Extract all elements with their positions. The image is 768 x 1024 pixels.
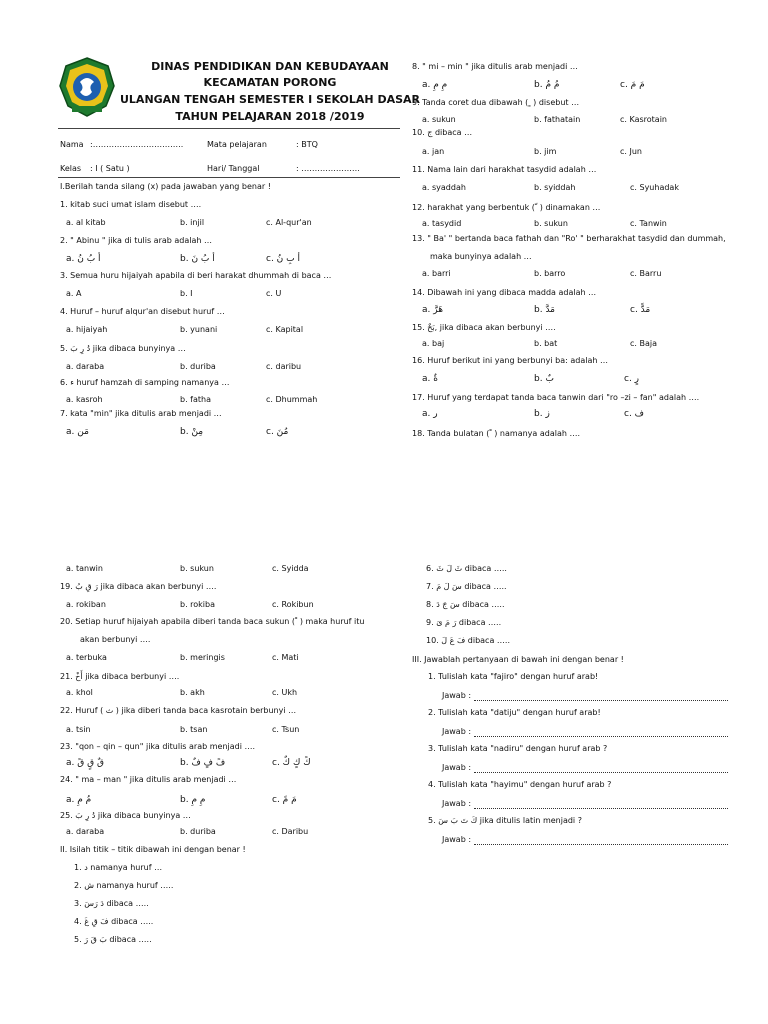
q24-option-c[interactable]: c. مَ مً [272, 795, 297, 805]
q20-option-c[interactable]: c. Mati [272, 653, 299, 662]
hari-field[interactable]: : …………………. [296, 164, 360, 173]
q10-option-b[interactable]: b. jim [534, 147, 557, 156]
s2-item-8: 8. سَ جَ دَ dibaca ….. [426, 600, 505, 609]
q2-option-a[interactable]: a. أ بُ نُ [66, 254, 101, 264]
question-5: 5. دُ رِ بَ jika dibaca bunyinya … [60, 344, 186, 353]
q16-option-c[interactable]: c. رٍ [624, 374, 640, 384]
question-23: 23. "qon – qin – qun" jika ditulis arab menjadi …. [60, 742, 256, 751]
header-rule [58, 128, 400, 129]
q23-option-a[interactable]: a. قٌ قٍ قً [66, 758, 104, 768]
q13-option-b[interactable]: b. barro [534, 269, 566, 278]
q8-option-a[interactable]: a. مِ مِ [422, 80, 448, 90]
q2-option-c[interactable]: c. أ بِ نُ [266, 254, 300, 264]
q12-option-a[interactable]: a. tasydid [422, 219, 462, 228]
s3-jawab-1-label: Jawab : [442, 691, 472, 700]
q5-option-a[interactable]: a. daraba [66, 362, 105, 371]
s3-jawab-4-field[interactable] [474, 808, 728, 809]
question-2: 2. " Abinu " jika di tulis arab adalah … [60, 236, 213, 245]
s3-question-3: 3. Tulislah kata "nadiru" dengan huruf arab ? [428, 744, 608, 753]
q11-option-c[interactable]: c. Syuhadak [630, 183, 679, 192]
q12-option-c[interactable]: c. Tanwin [630, 219, 667, 228]
question-10: 10. ج dibaca … [412, 128, 473, 137]
question-16: 16. Huruf berikut ini yang berbunyi ba: adalah … [412, 356, 608, 365]
q13-option-c[interactable]: c. Barru [630, 269, 662, 278]
q18-option-b[interactable]: b. sukun [180, 564, 214, 573]
s3-jawab-3-label: Jawab : [442, 763, 472, 772]
s2-item-5: 5. بَ قَ رَ dibaca ….. [74, 935, 152, 944]
s3-jawab-2-label: Jawab : [442, 727, 472, 736]
question-13-cont: maka bunyinya adalah … [430, 252, 532, 261]
question-13: 13. " Ba' " bertanda baca fathah dan "Ro' " berharakhat tasydid dan dummah, [412, 234, 726, 243]
s2-item-7: 7. سَ لَ مَ dibaca ….. [426, 582, 507, 591]
header-line-3: ULANGAN TENGAH SEMESTER I SEKOLAH DASAR [119, 93, 421, 106]
s2-item-9: 9. رَ مَ ىَ dibaca ….. [426, 618, 502, 627]
q8-option-b[interactable]: b. مُ مُ [534, 80, 560, 90]
q15-option-a[interactable]: a. baj [422, 339, 445, 348]
question-1: 1. kitab suci umat islam disebut …. [60, 200, 202, 209]
q20-option-b[interactable]: b. meringis [180, 653, 225, 662]
q21-option-b[interactable]: b. akh [180, 688, 205, 697]
q18-option-a[interactable]: a. tanwin [66, 564, 103, 573]
q6-option-b[interactable]: b. fatha [180, 395, 211, 404]
header-line-1: DINAS PENDIDIKAN DAN KEBUDAYAAN [151, 60, 389, 73]
q13-option-a[interactable]: a. barri [422, 269, 451, 278]
kelas-label: Kelas [60, 164, 82, 173]
q20-option-a[interactable]: a. terbuka [66, 653, 107, 662]
s3-question-1: 1. Tulislah kata "fajiro" dengan huruf arab! [428, 672, 599, 681]
question-8: 8. " mi – min " jika ditulis arab menjadi … [412, 62, 578, 71]
q9-option-a[interactable]: a. sukun [422, 115, 456, 124]
q5-option-c[interactable]: c. daribu [266, 362, 302, 371]
question-22: 22. Huruf ( ث ) jika diberi tanda baca kasrotain berbunyi … [60, 706, 297, 715]
q17-option-a[interactable]: a. ر [422, 409, 438, 419]
question-20: 20. Setiap huruf hijaiyah apabila diberi tanda baca sukun ( ْ ) maka huruf itu [60, 617, 365, 626]
q7-option-c[interactable]: c. مُنَ [266, 427, 289, 437]
q1-option-b[interactable]: b. injil [180, 218, 205, 227]
s2-item-2: 2. ش namanya huruf ….. [74, 881, 174, 890]
s2-item-10: 10. فَ عَ لَ dibaca ….. [426, 636, 510, 645]
s3-question-2: 2. Tulislah kata "datiju" dengan huruf arab! [428, 708, 601, 717]
s3-jawab-5-field[interactable] [474, 844, 728, 845]
q6-option-a[interactable]: a. kasroh [66, 395, 103, 404]
s3-question-5: 5. كَ تَ بَ سَ jika ditulis latin menjadi ? [428, 816, 582, 825]
s3-jawab-5-label: Jawab : [442, 835, 472, 844]
question-4: 4. Huruf – huruf alqur'an disebut huruf … [60, 307, 225, 316]
nama-label: Nama [60, 140, 84, 149]
identity-rule [58, 177, 400, 178]
q4-option-a[interactable]: a. hijaiyah [66, 325, 108, 334]
question-11: 11. Nama lain dari harakhat tasydid adalah … [412, 165, 597, 174]
question-15: 15. بَخٌ, jika dibaca akan berbunyi …. [412, 323, 556, 332]
s3-jawab-2-field[interactable] [474, 736, 728, 737]
q21-option-a[interactable]: a. khol [66, 688, 93, 697]
s3-question-4: 4. Tulislah kata "hayimu" dengan huruf arab ? [428, 780, 612, 789]
question-14: 14. Dibawah ini yang dibaca madda adalah … [412, 288, 597, 297]
q14-option-c[interactable]: c. مَدًّ [630, 305, 651, 315]
q3-option-a[interactable]: a. A [66, 289, 82, 298]
q1-option-c[interactable]: c. Al-qur'an [266, 218, 312, 227]
question-7: 7. kata "min" jika ditulis arab menjadi … [60, 409, 222, 418]
header-line-4: TAHUN PELAJARAN 2018 /2019 [175, 110, 365, 123]
q10-option-a[interactable]: a. jan [422, 147, 445, 156]
q4-option-b[interactable]: b. yunani [180, 325, 218, 334]
q24-option-b[interactable]: b. مِ مِ [180, 795, 206, 805]
q4-option-c[interactable]: c. Kapital [266, 325, 304, 334]
q23-option-c[interactable]: c. كً كٍ كٌ [272, 758, 311, 768]
q25-option-b[interactable]: b. duriba [180, 827, 216, 836]
q15-option-c[interactable]: c. Baja [630, 339, 657, 348]
q15-option-b[interactable]: b. bat [534, 339, 558, 348]
q16-option-a[interactable]: a. ةٌ [422, 374, 438, 384]
q5-option-b[interactable]: b. duriba [180, 362, 216, 371]
header-line-2: KECAMATAN PORONG [203, 76, 337, 89]
question-17: 17. Huruf yang terdapat tanda baca tanwin dari "ro –zi – fan" adalah …. [412, 393, 700, 402]
question-18: 18. Tanda bulatan ( ْ ) namanya adalah …. [412, 429, 581, 438]
section-1-title: I.Berilah tanda silang (x) pada jawaban yang benar ! [60, 182, 271, 191]
q9-option-c[interactable]: c. Kasrotain [620, 115, 667, 124]
q19-option-c[interactable]: c. Rokibun [272, 600, 314, 609]
kelas-value: : I ( Satu ) [90, 164, 130, 173]
q10-option-c[interactable]: c. Jun [620, 147, 642, 156]
q22-option-c[interactable]: c. Tsun [272, 725, 300, 734]
q25-option-a[interactable]: a. daraba [66, 827, 105, 836]
s2-item-6: 6. ثَ لَ ثَ dibaca ….. [426, 564, 507, 573]
q23-option-b[interactable]: b. فً فٍ فٌ [180, 758, 226, 768]
q12-option-b[interactable]: b. sukun [534, 219, 568, 228]
q2-option-b[interactable]: b. أ بُ نَ [180, 254, 215, 264]
q19-option-a[interactable]: a. rokiban [66, 600, 106, 609]
q8-option-c[interactable]: c. مَ مَ [620, 80, 645, 90]
q18-option-c[interactable]: c. Syidda [272, 564, 309, 573]
school-emblem-icon [58, 56, 116, 118]
q22-option-a[interactable]: a. tsin [66, 725, 91, 734]
question-21: 21. أَخْ jika dibaca berbunyi …. [60, 672, 180, 681]
q3-option-b[interactable]: b. I [180, 289, 193, 298]
q19-option-b[interactable]: b. rokiba [180, 600, 216, 609]
q11-option-a[interactable]: a. syaddah [422, 183, 466, 192]
q3-option-c[interactable]: c. U [266, 289, 282, 298]
section-2-title: II. Isilah titik – titik dibawah ini dengan benar ! [60, 845, 246, 854]
q14-option-b[interactable]: b. مَدَّ [534, 305, 555, 315]
s3-jawab-3-field[interactable] [474, 772, 728, 773]
nama-field[interactable]: :……………………………. [90, 140, 184, 149]
q22-option-b[interactable]: b. tsan [180, 725, 208, 734]
question-6: 6. ء huruf hamzah di samping namanya … [60, 378, 230, 387]
mapel-label: Mata pelajaran [207, 140, 267, 149]
q6-option-c[interactable]: c. Dhummah [266, 395, 318, 404]
s3-jawab-1-field[interactable] [474, 700, 728, 701]
s2-item-3: 3. دَ رَسَ dibaca ….. [74, 899, 149, 908]
q21-option-c[interactable]: c. Ukh [272, 688, 298, 697]
q25-option-c[interactable]: c. Daribu [272, 827, 309, 836]
question-9: 9. Tanda coret dua dibawah ( ٍ ) disebut … [412, 98, 580, 107]
q17-option-b[interactable]: b. ز [534, 409, 550, 419]
s2-item-1: 1. د namanya huruf … [74, 863, 163, 872]
s3-jawab-4-label: Jawab : [442, 799, 472, 808]
question-3: 3. Semua huru hijaiyah apabila di beri harakat dhummah di baca … [60, 271, 332, 280]
mapel-value: : BTQ [296, 140, 318, 149]
q1-option-a[interactable]: a. al kitab [66, 218, 106, 227]
question-20-cont: akan berbunyi …. [80, 635, 151, 644]
section-3-title: III. Jawablah pertanyaan di bawah ini dengan benar ! [412, 655, 624, 664]
q24-option-a[interactable]: a. مُ مِ [66, 795, 92, 805]
question-12: 12. harakhat yang berbentuk ( ّ ) dinamakan … [412, 203, 601, 212]
q7-option-b[interactable]: b. مِنْ [180, 427, 204, 437]
hari-label: Hari/ Tanggal [207, 164, 260, 173]
q7-option-a[interactable]: a. مَن [66, 427, 89, 437]
q14-option-a[interactable]: a. هَرَّ [422, 305, 443, 315]
question-25: 25. دُ رِ بَ jika dibaca bunyinya … [60, 811, 191, 820]
q16-option-b[interactable]: b. بٌ [534, 374, 554, 384]
question-24: 24. " ma – man " jika ditulis arab menjadi … [60, 775, 237, 784]
q11-option-b[interactable]: b. syiddah [534, 183, 576, 192]
question-19: 19. رَ قِ بُ jika dibaca akan berbunyi …. [60, 582, 217, 591]
q9-option-b[interactable]: b. fathatain [534, 115, 581, 124]
s2-item-4: 4. فَ قِ غَ dibaca ….. [74, 917, 154, 926]
q17-option-c[interactable]: c. ف [624, 409, 645, 419]
